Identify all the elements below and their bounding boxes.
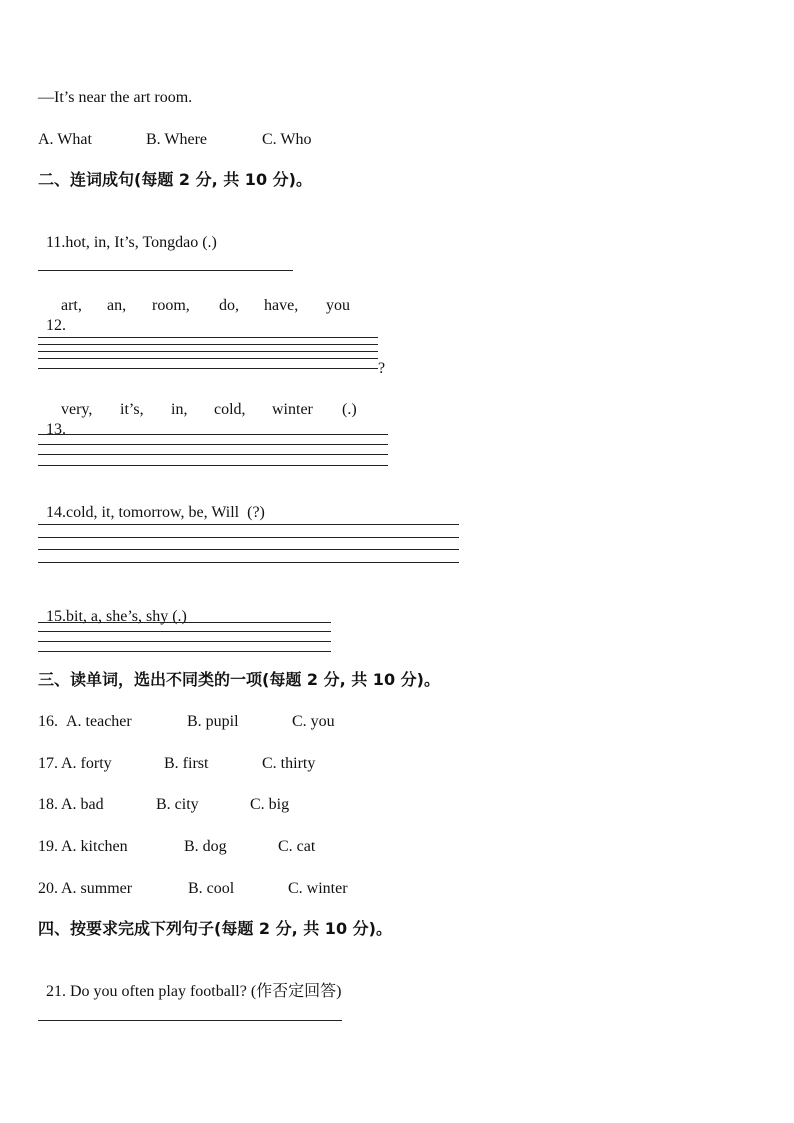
section-2-title: 二、连词成句(每题 2 分, 共 10 分)。 bbox=[38, 170, 312, 189]
answer-line[interactable] bbox=[38, 651, 331, 652]
q20-option-a[interactable]: A. summer bbox=[61, 880, 133, 897]
word: winter bbox=[272, 401, 313, 418]
question-number: 14. bbox=[46, 504, 66, 521]
question-number: 21. bbox=[46, 983, 66, 1000]
answer-line[interactable] bbox=[38, 368, 378, 369]
q10-option-a[interactable]: A. What bbox=[38, 131, 92, 148]
answer-line[interactable] bbox=[38, 641, 331, 642]
q18-option-a[interactable]: A. bad bbox=[61, 796, 104, 813]
answer-line[interactable] bbox=[38, 1020, 342, 1021]
section-4-title: 四、按要求完成下列句子(每题 2 分, 共 10 分)。 bbox=[38, 919, 392, 938]
question-21 bbox=[38, 962, 342, 1002]
section-3-title: 三、读单词，选出不同类的一项(每题 2 分, 共 10 分)。 bbox=[38, 670, 440, 689]
q20-option-b[interactable]: B. cool bbox=[188, 880, 235, 897]
answer-line[interactable] bbox=[38, 358, 378, 359]
answer-line[interactable] bbox=[38, 537, 459, 538]
q16-option-b[interactable]: B. pupil bbox=[187, 713, 239, 730]
q10-option-b[interactable]: B. Where bbox=[146, 131, 208, 148]
q17-option-a[interactable]: A. forty bbox=[61, 755, 112, 772]
question-14 bbox=[38, 483, 265, 523]
word: art, bbox=[61, 297, 82, 314]
word: (.) bbox=[342, 401, 357, 418]
answer-line[interactable] bbox=[38, 351, 378, 352]
word: do, bbox=[219, 297, 239, 314]
word: room, bbox=[152, 297, 190, 314]
q17-option-b[interactable]: B. first bbox=[164, 755, 209, 772]
word: you bbox=[326, 297, 350, 314]
q10-option-c[interactable]: C. Who bbox=[262, 131, 312, 148]
question-18-number: 18. bbox=[38, 796, 58, 813]
answer-line[interactable] bbox=[38, 344, 378, 345]
question-number: 11. bbox=[46, 234, 66, 251]
dialogue-answer-line: —It’s near the art room. bbox=[38, 89, 193, 106]
answer-line[interactable] bbox=[38, 434, 388, 435]
answer-line[interactable] bbox=[38, 454, 388, 455]
answer-line[interactable] bbox=[38, 631, 331, 632]
q16-option-c[interactable]: C. you bbox=[292, 713, 335, 730]
q16-option-a[interactable]: A. teacher bbox=[66, 713, 132, 730]
question-number: 15. bbox=[46, 608, 66, 625]
word: it’s, bbox=[120, 401, 144, 418]
q18-option-c[interactable]: C. big bbox=[250, 796, 290, 813]
answer-line[interactable] bbox=[38, 549, 459, 550]
answer-line[interactable] bbox=[38, 270, 293, 271]
question-number: 13. bbox=[46, 421, 66, 438]
answer-line[interactable] bbox=[38, 622, 331, 623]
question-11 bbox=[38, 213, 217, 253]
word: in, bbox=[171, 401, 188, 418]
answer-line[interactable] bbox=[38, 562, 459, 563]
word: cold, bbox=[214, 401, 246, 418]
word: an, bbox=[107, 297, 127, 314]
question-16-number: 16. bbox=[38, 713, 58, 730]
question-number: 12. bbox=[46, 317, 66, 334]
question-words: hot, in, It’s, Tongdao (.) bbox=[65, 234, 217, 251]
q19-option-a[interactable]: A. kitchen bbox=[61, 838, 128, 855]
q17-option-c[interactable]: C. thirty bbox=[262, 755, 316, 772]
q18-option-b[interactable]: B. city bbox=[156, 796, 199, 813]
question-17-number: 17. bbox=[38, 755, 58, 772]
question-20-number: 20. bbox=[38, 880, 58, 897]
question-text: Do you often play football? (作否定回答) bbox=[66, 983, 342, 1000]
word: have, bbox=[264, 297, 299, 314]
word: very, bbox=[61, 401, 93, 418]
question-15 bbox=[38, 587, 187, 627]
question-words: bit, a, she’s, shy (.) bbox=[66, 608, 187, 625]
answer-line[interactable] bbox=[38, 465, 388, 466]
question-19-number: 19. bbox=[38, 838, 58, 855]
question-words: cold, it, tomorrow, be, Will (?) bbox=[66, 504, 265, 521]
end-mark: ? bbox=[378, 360, 386, 377]
q19-option-b[interactable]: B. dog bbox=[184, 838, 227, 855]
answer-line[interactable] bbox=[38, 524, 459, 525]
answer-line[interactable] bbox=[38, 444, 388, 445]
q19-option-c[interactable]: C. cat bbox=[278, 838, 316, 855]
q20-option-c[interactable]: C. winter bbox=[288, 880, 348, 897]
answer-line[interactable] bbox=[38, 337, 378, 338]
